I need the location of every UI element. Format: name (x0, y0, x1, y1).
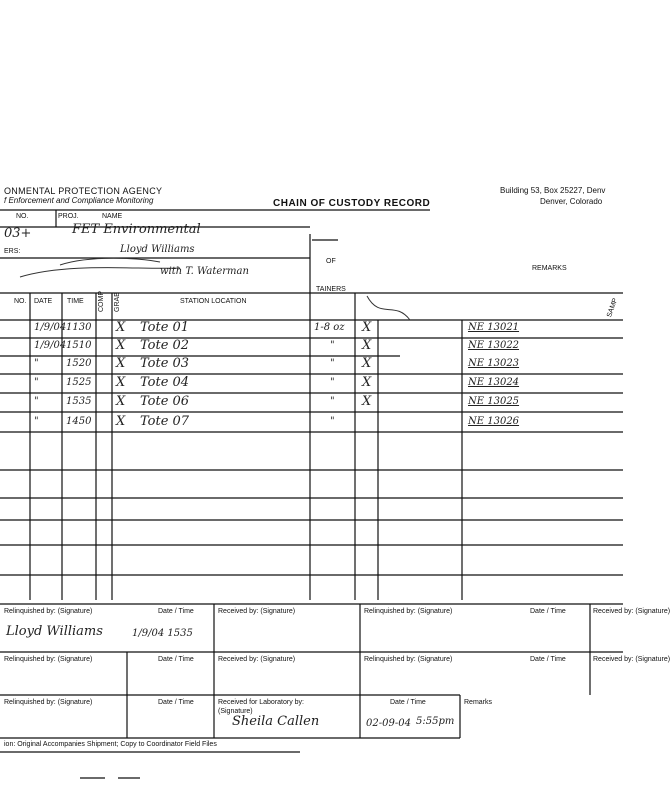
date-time-label-4: Date / Time (530, 656, 566, 663)
sample-date: 1/9/04 (34, 322, 67, 333)
grab-mark: X (116, 375, 126, 390)
col-station: STATION LOCATION (180, 298, 247, 305)
sample-date: " (34, 396, 39, 407)
check-mark: X (362, 320, 372, 335)
sample-tag: NE 13023 (468, 358, 520, 369)
date-time-label-1: Date / Time (158, 608, 194, 615)
lab-date: 02-09-04 (366, 718, 411, 729)
grab-mark: X (116, 356, 126, 371)
relinquisher-signature: Lloyd Williams (6, 624, 103, 639)
sample-tag: NE 13022 (468, 340, 520, 351)
sample-tag: NE 13025 (468, 396, 520, 407)
station-location: Tote 03 (140, 356, 190, 371)
sample-tag: NE 13024 (468, 377, 520, 388)
station-location: Tote 01 (140, 320, 190, 335)
sample-tag: NE 13026 (468, 416, 520, 427)
address-line2: Denver, Colorado (540, 197, 603, 206)
date-time-label-5: Date / Time (158, 699, 194, 706)
lab-signature: Sheila Callen (232, 714, 320, 729)
sample-time: 1510 (66, 340, 92, 351)
sample-row (0, 396, 623, 412)
col-no: NO. (14, 298, 27, 305)
check-mark: X (362, 394, 372, 409)
sample-date: " (34, 416, 39, 427)
col-no-of: OF (326, 258, 336, 265)
col-remarks: REMARKS (532, 265, 567, 272)
proj-label: PROJ. (58, 213, 79, 220)
grab-mark: X (116, 320, 126, 335)
col-comp: COMP (98, 291, 105, 312)
containers-value: " (330, 377, 335, 388)
relinquished-label-3: Relinquished by: (Signature) (4, 656, 93, 663)
sample-row (0, 377, 623, 393)
address-line1: Building 53, Box 25227, Denv (500, 186, 606, 195)
station-location: Tote 02 (140, 338, 190, 353)
name-label: NAME (102, 213, 123, 220)
sample-time: 1130 (66, 322, 92, 333)
distribution-note: ion: Original Accompanies Shipment; Copy to Coordinator Field Files (4, 741, 217, 748)
relinquished-label-5: Relinquished by: (Signature) (4, 699, 93, 706)
sample-tag: NE 13021 (468, 322, 520, 333)
proj-no-label: NO. (16, 213, 29, 220)
received-label-3: Received by: (Signature) (218, 656, 296, 663)
col-containers: TAINERS (316, 286, 346, 293)
containers-value: " (330, 358, 335, 369)
sample-date: " (34, 377, 39, 388)
col-time: TIME (67, 298, 84, 305)
sample-time: 1525 (66, 377, 92, 388)
sample-row (0, 322, 623, 338)
remarks-label: Remarks (464, 699, 493, 706)
agency-line1: ONMENTAL PROTECTION AGENCY (4, 186, 163, 196)
sample-row (0, 416, 623, 432)
lab-time: 5:55pm (416, 716, 455, 727)
date-time-label-3: Date / Time (158, 656, 194, 663)
sample-row (0, 358, 623, 374)
sample-row (0, 340, 623, 356)
sample-date: " (34, 358, 39, 369)
samplers-value: Lloyd Williams (120, 244, 195, 255)
check-mark: X (362, 375, 372, 390)
date-time-label-6: Date / Time (390, 699, 426, 706)
sample-time: 1520 (66, 358, 92, 369)
relinquished-label-4: Relinquished by: (Signature) (364, 656, 453, 663)
date-time-label-2: Date / Time (530, 608, 566, 615)
relinquished-label-1: Relinquished by: (Signature) (4, 608, 93, 615)
col-date: DATE (34, 298, 53, 305)
check-mark: X (362, 338, 372, 353)
relinquish-datetime: 1/9/04 1535 (132, 628, 193, 639)
containers-value: " (330, 416, 335, 427)
received-lab-label: Received for Laboratory by: (218, 699, 304, 706)
containers-value: 1-8 oz (314, 322, 345, 333)
sample-date: 1/9/04 (34, 340, 67, 351)
col-samp: SAMP (606, 297, 620, 319)
form-title: CHAIN OF CUSTODY RECORD (273, 198, 431, 209)
samplers-note: with T. Waterman (160, 266, 249, 277)
sample-time: 1450 (66, 416, 92, 427)
received-label-1: Received by: (Signature) (218, 608, 296, 615)
received-label-2: Received by: (Signature) (593, 608, 670, 615)
relinquished-label-2: Relinquished by: (Signature) (364, 608, 453, 615)
grab-mark: X (116, 414, 126, 429)
check-mark: X (362, 356, 372, 371)
station-location: Tote 07 (140, 414, 190, 429)
grab-mark: X (116, 338, 126, 353)
station-location: Tote 06 (140, 394, 190, 409)
received-label-4: Received by: (Signature) (593, 656, 670, 663)
col-grab: GRAB (114, 292, 121, 312)
samplers-label: ERS: (4, 248, 21, 255)
project-name-value: FET Environmental (72, 222, 201, 237)
received-lab-signature-label: (Signature) (218, 708, 253, 715)
sample-time: 1535 (66, 396, 92, 407)
containers-value: " (330, 396, 335, 407)
proj-no-value: 03+ (4, 226, 32, 241)
containers-value: " (330, 340, 335, 351)
station-location: Tote 04 (140, 375, 190, 390)
agency-line2: f Enforcement and Compliance Monitoring (4, 196, 154, 205)
grab-mark: X (116, 394, 126, 409)
